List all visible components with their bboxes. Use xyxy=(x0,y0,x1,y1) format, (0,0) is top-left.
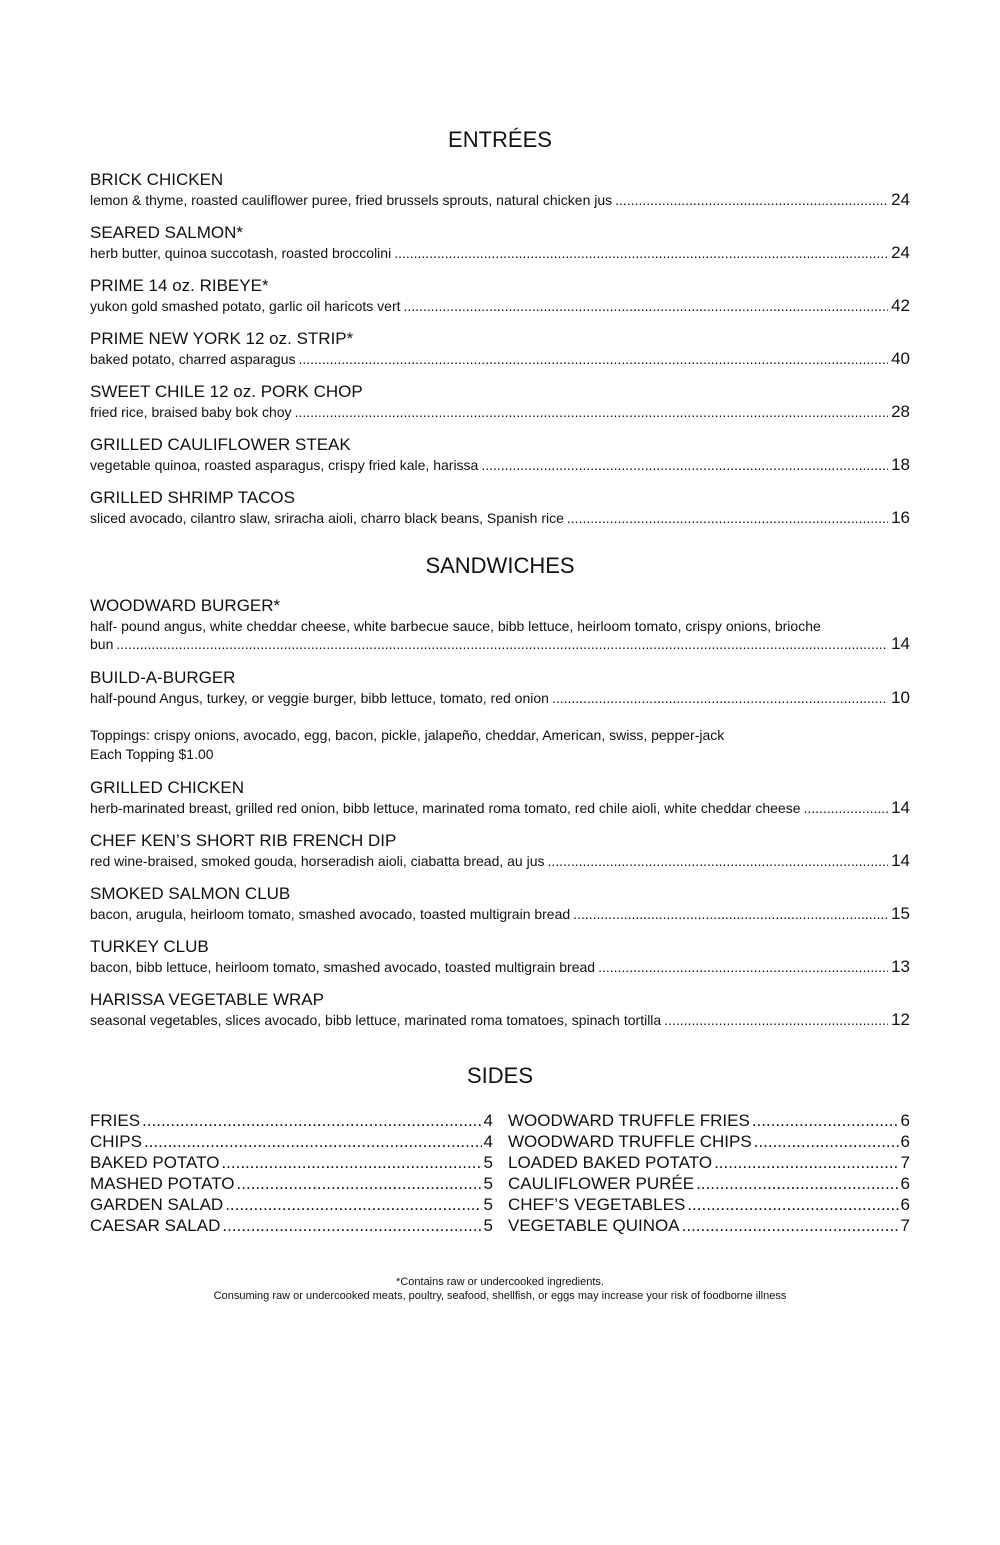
menu-item-brick-chicken xyxy=(90,170,910,209)
sides-heading: SIDES xyxy=(466,1063,534,1088)
item-price: 14 xyxy=(891,798,910,817)
dot-leader xyxy=(682,1215,899,1236)
dot-leader xyxy=(394,244,888,262)
dot-leader xyxy=(295,403,889,421)
menu-item-smoked-salmon-club xyxy=(90,884,910,923)
item-description: bacon, bibb lettuce, heirloom tomato, smashed avocado, toasted multigrain bread xyxy=(90,959,596,975)
side-name: WOODWARD TRUFFLE CHIPS xyxy=(508,1132,752,1151)
sides-column-right xyxy=(508,1110,910,1236)
side-item xyxy=(508,1173,910,1194)
item-description: seasonal vegetables, slices avocado, bibb lettuce, marinated roma tomatoes, spinach tortilla xyxy=(90,1012,662,1028)
item-name: GRILLED CHICKEN xyxy=(90,778,244,797)
menu-item-cauliflower-steak xyxy=(90,435,910,474)
menu-item-ny-strip xyxy=(90,329,910,368)
item-description: red wine-braised, smoked gouda, horseradish aioli, ciabatta bread, au jus xyxy=(90,853,545,869)
foodborne-illness-warning: Consuming raw or undercooked meats, poultry, seafood, shellfish, or eggs may increase your risk of foodborne illness xyxy=(213,1290,787,1302)
dot-leader xyxy=(144,1131,482,1152)
side-price: 5 xyxy=(483,1195,493,1214)
item-name: CHEF KEN’S SHORT RIB FRENCH DIP xyxy=(90,831,397,850)
menu-item-grilled-chicken xyxy=(90,778,910,817)
dot-leader xyxy=(404,297,889,315)
side-item xyxy=(90,1215,493,1236)
item-description: half- pound angus, white cheddar cheese, white barbecue sauce, bibb lettuce, heirloom tomato, crispy onions, brioche xyxy=(90,618,821,634)
side-name: CHEF’S VEGETABLES xyxy=(508,1195,686,1214)
menu-item-harissa-wrap xyxy=(90,990,910,1029)
menu-item-french-dip xyxy=(90,831,910,870)
item-name: GRILLED CAULIFLOWER STEAK xyxy=(90,435,351,454)
item-name: GRILLED SHRIMP TACOS xyxy=(90,488,295,507)
toppings-note xyxy=(90,726,724,764)
item-description: baked potato, charred asparagus xyxy=(90,351,296,367)
dot-leader xyxy=(222,1215,481,1236)
side-item xyxy=(508,1194,910,1215)
item-price: 15 xyxy=(891,904,910,923)
item-price: 14 xyxy=(891,634,910,653)
side-price: 6 xyxy=(900,1132,910,1151)
side-name: WOODWARD TRUFFLE FRIES xyxy=(508,1111,750,1130)
item-name: PRIME NEW YORK 12 oz. STRIP* xyxy=(90,329,354,348)
side-name: LOADED BAKED POTATO xyxy=(508,1153,713,1172)
item-name: HARISSA VEGETABLE WRAP xyxy=(90,990,324,1009)
item-price: 24 xyxy=(891,190,910,209)
dot-leader xyxy=(567,509,888,527)
item-description: lemon & thyme, roasted cauliflower puree, fried brussels sprouts, natural chicken jus xyxy=(90,192,613,208)
dot-leader xyxy=(481,456,888,474)
side-price: 6 xyxy=(900,1111,910,1130)
item-price: 28 xyxy=(891,402,910,421)
side-price: 5 xyxy=(483,1216,493,1235)
dot-leader xyxy=(664,1011,888,1029)
item-name: BRICK CHICKEN xyxy=(90,170,224,189)
item-price: 16 xyxy=(891,508,910,527)
side-name: CAESAR SALAD xyxy=(90,1216,221,1235)
item-name: SWEET CHILE 12 oz. PORK CHOP xyxy=(90,382,363,401)
item-name: WOODWARD BURGER* xyxy=(90,596,281,615)
toppings-list: Toppings: crispy onions, avocado, egg, bacon, pickle, jalapeño, cheddar, American, swiss, pepper-jack xyxy=(90,727,725,743)
dot-leader xyxy=(142,1110,481,1131)
side-name: CAULIFLOWER PURÉE xyxy=(508,1174,695,1193)
item-name: TURKEY CLUB xyxy=(90,937,209,956)
side-name: GARDEN SALAD xyxy=(90,1195,224,1214)
item-name: BUILD-A-BURGER xyxy=(90,668,236,687)
dot-leader xyxy=(573,905,888,923)
item-price: 18 xyxy=(891,455,910,474)
dot-leader xyxy=(225,1194,481,1215)
item-price: 14 xyxy=(891,851,910,870)
menu-item-seared-salmon xyxy=(90,223,910,262)
side-price: 7 xyxy=(900,1153,910,1172)
item-name: SEARED SALMON* xyxy=(90,223,244,242)
menu-item-ribeye xyxy=(90,276,910,315)
item-name: SMOKED SALMON CLUB xyxy=(90,884,291,903)
side-name: CHIPS xyxy=(90,1132,142,1151)
dot-leader xyxy=(237,1173,482,1194)
side-item xyxy=(508,1152,910,1173)
dot-leader xyxy=(548,852,889,870)
side-price: 6 xyxy=(900,1174,910,1193)
item-price: 10 xyxy=(891,688,910,707)
side-name: FRIES xyxy=(90,1111,141,1130)
item-description: vegetable quinoa, roasted asparagus, crispy fried kale, harissa xyxy=(90,457,479,473)
dot-leader xyxy=(598,958,888,976)
item-description: sliced avocado, cilantro slaw, sriracha aioli, charro black beans, Spanish rice xyxy=(90,510,564,526)
item-description: herb butter, quinoa succotash, roasted broccolini xyxy=(90,245,392,261)
item-description: fried rice, braised baby bok choy xyxy=(90,404,292,420)
dot-leader xyxy=(804,799,889,817)
side-name: BAKED POTATO xyxy=(90,1153,220,1172)
item-price: 13 xyxy=(891,957,910,976)
side-price: 4 xyxy=(483,1111,493,1130)
side-item xyxy=(90,1110,493,1131)
item-price: 24 xyxy=(891,243,910,262)
sides-column-left xyxy=(90,1110,493,1236)
item-description: yukon gold smashed potato, garlic oil haricots vert xyxy=(90,298,401,314)
side-price: 7 xyxy=(900,1216,910,1235)
entrees-heading: ENTRÉES xyxy=(448,127,552,152)
side-name: VEGETABLE QUINOA xyxy=(508,1216,680,1235)
dot-leader xyxy=(687,1194,898,1215)
dot-leader xyxy=(552,689,888,707)
side-price: 4 xyxy=(483,1132,493,1151)
dot-leader xyxy=(221,1152,481,1173)
item-name: PRIME 14 oz. RIBEYE* xyxy=(90,276,269,295)
sandwiches-heading: SANDWICHES xyxy=(425,553,575,578)
topping-price: Each Topping $1.00 xyxy=(90,746,214,762)
item-description-continued: bun xyxy=(90,636,114,652)
menu-item-turkey-club xyxy=(90,937,910,976)
side-item xyxy=(508,1131,910,1152)
footer-disclaimer xyxy=(0,1275,1000,1303)
menu-item-pork-chop xyxy=(90,382,910,421)
side-item xyxy=(90,1152,493,1173)
dot-leader xyxy=(696,1173,898,1194)
dot-leader xyxy=(298,350,888,368)
side-price: 6 xyxy=(900,1195,910,1214)
side-item xyxy=(508,1110,910,1131)
dot-leader xyxy=(615,191,888,209)
menu-item-woodward-burger xyxy=(90,596,910,653)
menu-item-shrimp-tacos xyxy=(90,488,910,527)
item-description: half-pound Angus, turkey, or veggie burger, bibb lettuce, tomato, red onion xyxy=(90,690,549,706)
item-description: bacon, arugula, heirloom tomato, smashed avocado, toasted multigrain bread xyxy=(90,906,571,922)
item-description: herb-marinated breast, grilled red onion, bibb lettuce, marinated roma tomato, red chile aioli, white cheddar cheese xyxy=(90,800,801,816)
side-item xyxy=(508,1215,910,1236)
dot-leader xyxy=(754,1131,899,1152)
side-item xyxy=(90,1173,493,1194)
raw-ingredients-note: *Contains raw or undercooked ingredients. xyxy=(396,1276,604,1288)
side-item xyxy=(90,1194,493,1215)
item-price: 42 xyxy=(891,296,910,315)
side-item xyxy=(90,1131,493,1152)
side-name: MASHED POTATO xyxy=(90,1174,235,1193)
side-price: 5 xyxy=(483,1153,493,1172)
dot-leader xyxy=(116,635,888,653)
dot-leader xyxy=(752,1110,899,1131)
dot-leader xyxy=(714,1152,898,1173)
menu-item-build-a-burger xyxy=(90,668,910,707)
side-price: 5 xyxy=(483,1174,493,1193)
item-price: 12 xyxy=(891,1010,910,1029)
item-price: 40 xyxy=(891,349,910,368)
